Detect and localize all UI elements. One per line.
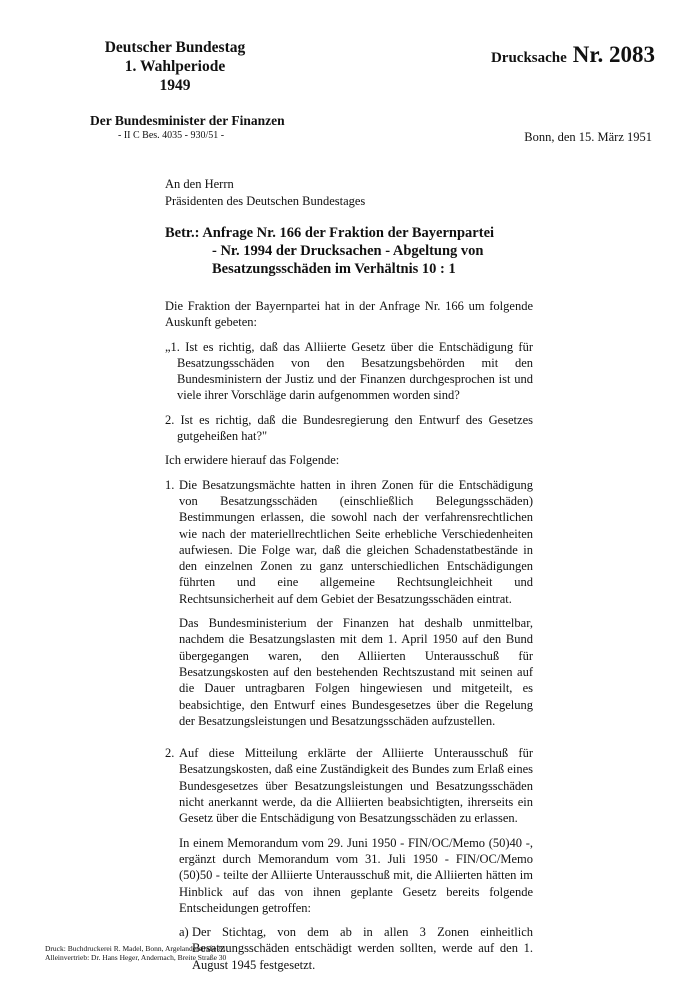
item-2-paragraph-1: Auf diese Mitteilung erklärte der Alliierte Unterausschuß für Besatzungskosten, daß eine Zuständigkeit des Bundes zum Erlaß eines Bundesgesetzes über Besatzungsleistungen und Besatzungsschäden nicht anerkannt werde, da die Alliierten beabsichtigten, ihrerseits ein Gesetz über die Entschädigung von Besatzungsschäden zu erlassen.	[179, 746, 533, 826]
sub-item-a-label: a)	[179, 925, 189, 940]
sub-item-a-text: Der Stichtag, von dem ab in allen 3 Zonen einheitlich Besatzungsschäden entschädigt werden sollten, werde auf den 1. August 1945 festgesetzt.	[192, 925, 533, 972]
subject-line-1: Betr.: Anfrage Nr. 166 der Fraktion der Bayernpartei	[165, 225, 495, 241]
sender-ministry: Der Bundesminister der Finanzen	[90, 113, 285, 128]
footer-line-2: Alleinvertrieb: Dr. Hans Heger, Andernach, Breite Straße 30	[45, 953, 227, 962]
reference-number: - II C Bes. 4035 - 930/51 -	[118, 130, 225, 141]
reply-item-1	[165, 477, 533, 737]
item-2-number: 2.	[165, 746, 175, 761]
question-2: 2. Ist es richtig, daß die Bundesregierung den Entwurf des Gesetzes gutgeheißen hat?"	[165, 412, 533, 444]
recipient-line-1: An den Herrn	[165, 177, 234, 191]
parliament-header	[75, 38, 275, 95]
item-1-number: 1.	[165, 477, 175, 492]
drucksache-number	[491, 42, 655, 68]
question-1: „1. Ist es richtig, daß das Alliierte Gesetz über die Entschädigung für Besatzungsschäden von den Besatzungsbehörden mit den Bundesministern der Justiz und der Finanzen durchgesprochen ist und viele ihrer Vorschläge darin aufgenommen worden sind?	[165, 339, 533, 403]
reply-intro: Ich erwidere hierauf das Folgende:	[165, 453, 340, 468]
drucksache-label: Drucksache	[490, 50, 567, 66]
drucksache-nr: Nr. 2083	[572, 42, 655, 67]
item-2-paragraph-2: In einem Memorandum vom 29. Juni 1950 - FIN/OC/Memo (50)40 -, ergänzt durch Memorandum vom 31. Juli 1950 - FIN/OC/Memo (50)50 - teilte der Alliierte Unterausschuß mit, die Alliierten hätten im Hinblick auf das von ihnen geplante Gesetz bereits folgende Entscheidungen getroffen:	[179, 835, 533, 915]
subject-line	[165, 224, 585, 278]
item-1-paragraph-2: Das Bundesministerium der Finanzen hat deshalb unmittelbar, nachdem die Besatzungslasten mit dem 1. April 1950 auf den Bund übergegangen waren, den Alliierten Unterausschuß für Besatzungskosten auf den bestehenden Rechtszustand mit seinen auf die Dauer untragbaren Folgen hingewiesen und mitgeteilt, es beabsichtige, den Entwurf eines Bundesgesetzes über die Regelung der Besatzungsleistungen und Besatzungsschäden aufzustellen.	[179, 616, 533, 728]
sub-item-a	[179, 924, 533, 973]
letter-body	[165, 298, 533, 981]
parliament-name: Deutscher Bundestag	[104, 39, 246, 56]
printer-footer	[45, 944, 226, 962]
recipient-address	[165, 176, 365, 210]
item-1-paragraph-1: Die Besatzungsmächte hatten in ihren Zonen für die Entschädigung von Besatzungsschäden (einschließlich Belegungsschäden) Bestimmungen erlassen, die sowohl nach der verfahrensrechtlichen wie nach der materiellrechtlichen Seite erhebliche Verschiedenheiten aufwiesen. Die Folge war, daß die gleichen Schadenstatbestände in den einzelnen Zonen zu ganz unterschiedlichen Entschädigungen führten und eine allgemeine Rechtsungleichheit und Rechtsunsicherheit auf dem Gebiet der Besatzungsschäden eintrat.	[179, 477, 533, 606]
recipient-line-2: Präsidenten des Deutschen Bundestages	[165, 194, 366, 208]
reply-item-2	[165, 745, 533, 973]
place-date: Bonn, den 15. März 1951	[524, 130, 652, 144]
footer-line-1: Druck: Buchdruckerei R. Madel, Bonn, Argelanderstraße 81	[45, 944, 226, 953]
subject-line-2: - Nr. 1994 der Drucksachen - Abgeltung von	[212, 243, 484, 259]
subject-line-3: Besatzungsschäden im Verhältnis 10 : 1	[212, 261, 456, 277]
intro-paragraph: Die Fraktion der Bayernpartei hat in der Anfrage Nr. 166 um folgende Auskunft gebeten:	[165, 299, 533, 330]
period-year: 1949	[159, 77, 191, 94]
legislative-period: 1. Wahlperiode	[124, 58, 226, 75]
